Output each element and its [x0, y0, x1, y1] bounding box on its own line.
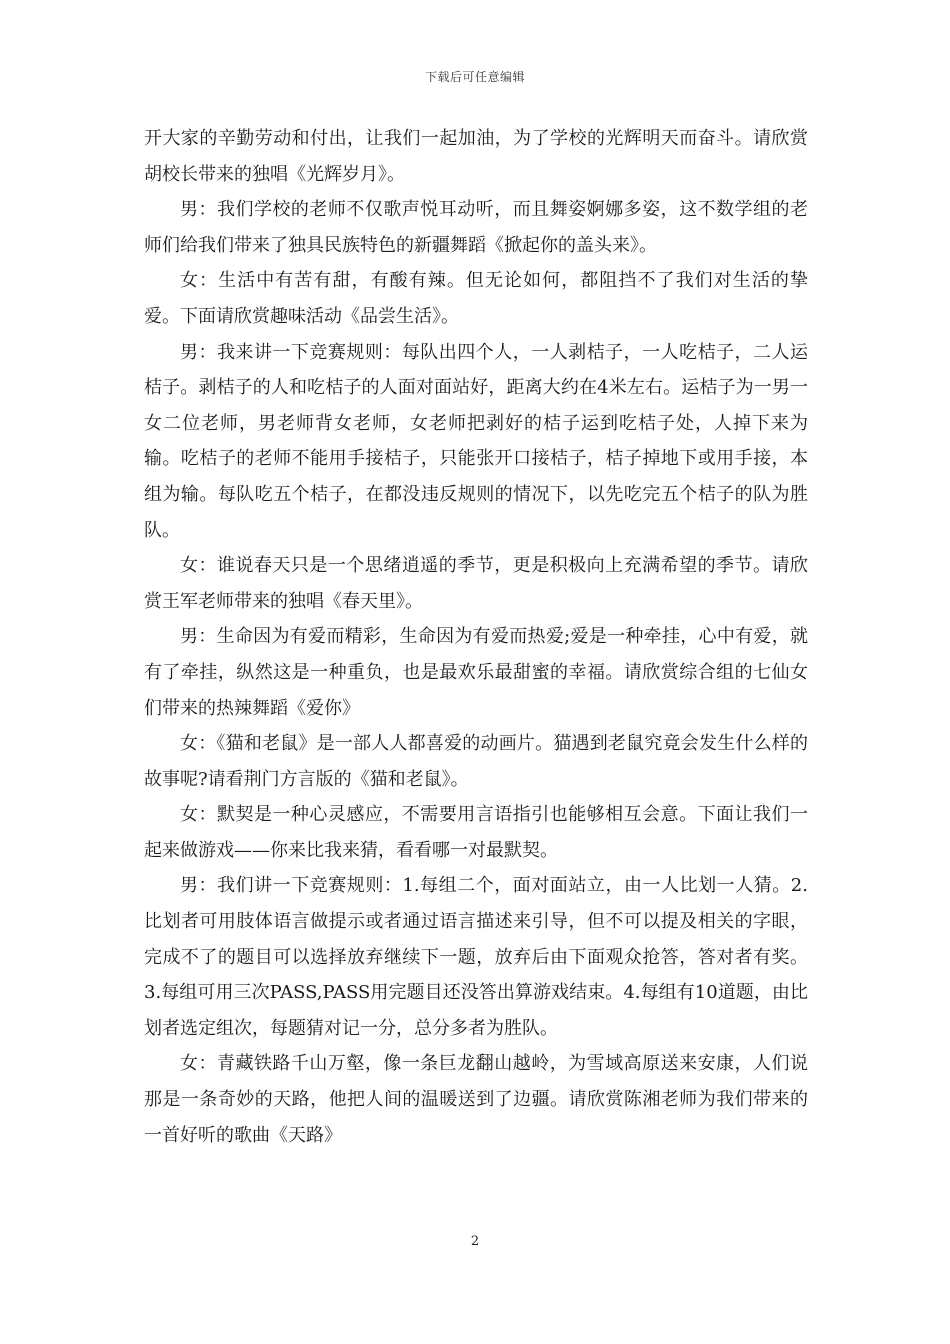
page-number: 2 [470, 1234, 480, 1249]
paragraph: 男：我们学校的老师不仅歌声悦耳动听，而且舞姿婀娜多姿，这不数学组的老师们给我们带来了独具民族特色的新疆舞蹈《掀起你的盖头来》。 [144, 199, 808, 256]
page-header: 下载后可任意编辑 [424, 70, 525, 84]
paragraph: 女：生活中有苦有甜，有酸有辣。但无论如何，都阻挡不了我们对生活的挚爱。下面请欣赏趣味活动《品尝生活》。 [144, 270, 808, 327]
paragraph: 男：我们讲一下竞赛规则：1.每组二个，面对面站立，由一人比划一人猜。2.比划者可用肢体语言做提示或者通过语言描述来引导，但不可以提及相关的字眼，完成不了的题目可以选择放弃继续下一题，放弃后由下面观众抢答，答对者有奖。3.每组可用三次PASS,PASS用完题目还没答出算游戏结束。4.每组有10道题，由比划者选定组次，每题猜对记一分，总分多者为胜队。 [144, 875, 808, 1039]
paragraph: 女：谁说春天只是一个思绪逍遥的季节，更是积极向上充满希望的季节。请欣赏王军老师带来的独唱《春天里》。 [144, 555, 808, 612]
paragraph: 女：默契是一种心灵感应，不需要用言语指引也能够相互会意。下面让我们一起来做游戏——你来比我来猜，看看哪一对最默契。 [144, 804, 808, 861]
document-body [144, 121, 808, 1153]
paragraph: 开大家的辛勤劳动和付出，让我们一起加油，为了学校的光辉明天而奋斗。请欣赏胡校长带来的独唱《光辉岁月》。 [144, 128, 808, 185]
paragraph: 男：生命因为有爱而精彩，生命因为有爱而热爱;爱是一种牵挂，心中有爱，就有了牵挂，纵然这是一种重负，也是最欢乐最甜蜜的幸福。请欣赏综合组的七仙女们带来的热辣舞蹈《爱你》 [144, 626, 808, 719]
paragraph: 男：我来讲一下竞赛规则：每队出四个人，一人剥桔子，一人吃桔子，二人运桔子。剥桔子的人和吃桔子的人面对面站好，距离大约在4米左右。运桔子为一男一女二位老师，男老师背女老师，女老师把剥好的桔子运到吃桔子处，人掉下来为输。吃桔子的老师不能用手接桔子，只能张开口接桔子，桔子掉地下或用手接，本组为输。每队吃五个桔子，在都没违反规则的情况下，以先吃完五个桔子的队为胜队。 [144, 341, 808, 541]
paragraph: 女：《猫和老鼠》是一部人人都喜爱的动画片。猫遇到老鼠究竟会发生什么样的故事呢?请看荆门方言版的《猫和老鼠》。 [144, 733, 808, 790]
paragraph: 女：青藏铁路千山万壑，像一条巨龙翻山越岭，为雪域高原送来安康，人们说那是一条奇妙的天路，他把人间的温暖送到了边疆。请欣赏陈湘老师为我们带来的一首好听的歌曲《天路》 [144, 1053, 808, 1146]
